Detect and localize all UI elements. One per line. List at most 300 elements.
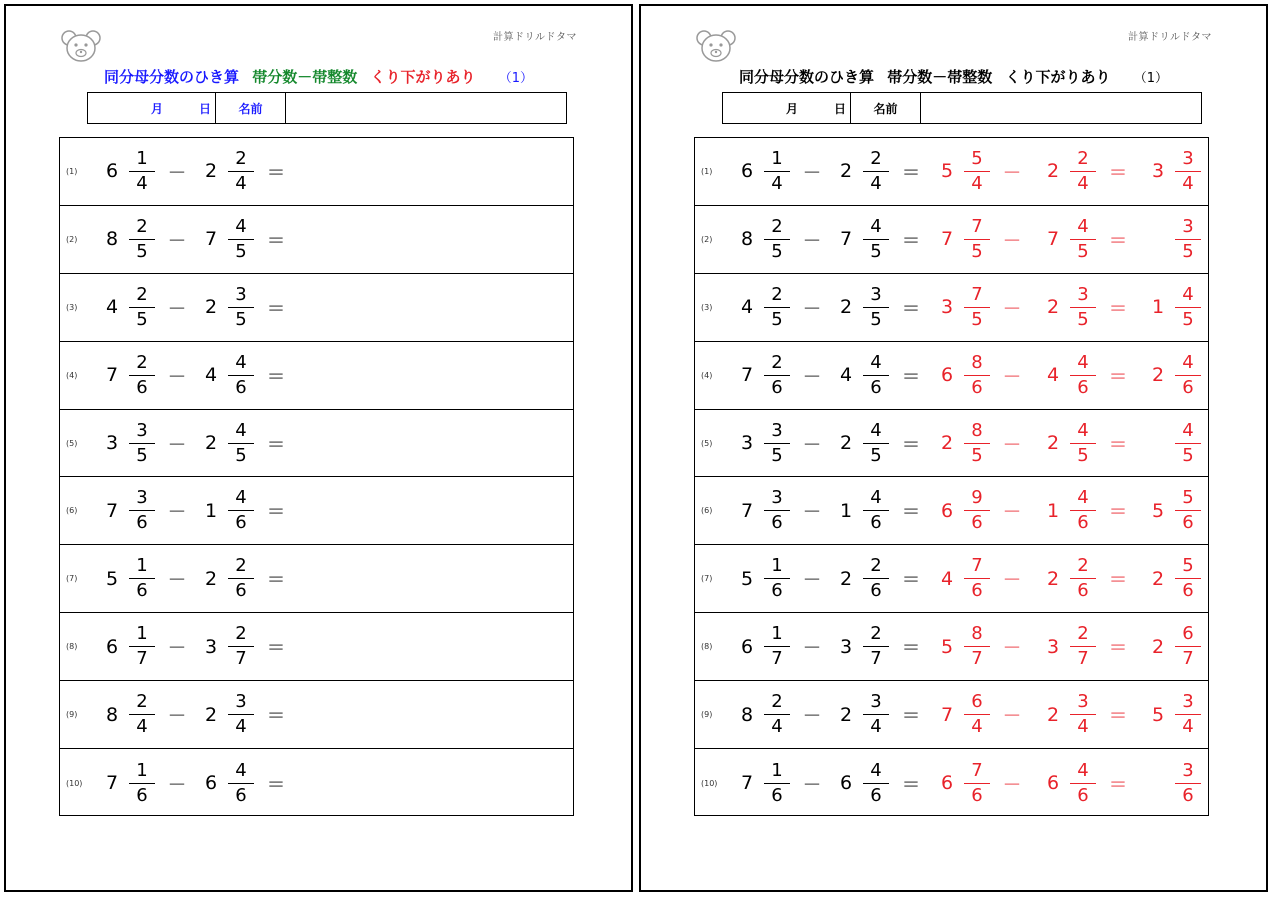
answer-whole: 2 bbox=[1151, 635, 1165, 658]
borrowed-fraction-denominator: 6 bbox=[971, 784, 983, 806]
subtrahend-whole: 3 bbox=[839, 635, 853, 658]
subtrahend-fraction-numerator: 3 bbox=[870, 283, 882, 305]
problem-number: (3) bbox=[66, 302, 78, 312]
problem-number: (5) bbox=[66, 438, 78, 448]
minuend-fraction-numerator: 1 bbox=[771, 759, 783, 781]
borrowed-fraction-denominator: 6 bbox=[971, 580, 983, 602]
minuend-fraction-denominator: 5 bbox=[136, 308, 148, 330]
minuend-fraction-bar bbox=[129, 171, 155, 172]
answer-subtrahend-fraction-denominator: 4 bbox=[1077, 716, 1089, 738]
subtrahend-fraction-bar bbox=[863, 443, 889, 444]
subtrahend-whole: 6 bbox=[204, 772, 218, 795]
minus-sign: － bbox=[802, 161, 822, 184]
answer-fraction-denominator: 6 bbox=[1182, 580, 1194, 602]
subtrahend-whole: 3 bbox=[204, 635, 218, 658]
answer-subtrahend-fraction-numerator: 3 bbox=[1077, 283, 1089, 305]
minus-sign: － bbox=[802, 297, 822, 320]
subtrahend-fraction bbox=[226, 274, 256, 341]
minuend-fraction-numerator: 2 bbox=[771, 283, 783, 305]
answer-subtrahend-whole: 2 bbox=[1046, 296, 1060, 319]
subtrahend-whole: 2 bbox=[839, 703, 853, 726]
equals-sign: ＝ bbox=[901, 297, 921, 320]
answer-fraction-denominator: 5 bbox=[1182, 240, 1194, 262]
answer-subtrahend-fraction-numerator: 2 bbox=[1077, 623, 1089, 645]
borrowed-fraction bbox=[962, 545, 992, 612]
answer-row bbox=[695, 342, 1208, 410]
subtrahend-fraction-denominator: 6 bbox=[870, 580, 882, 602]
answer-subtrahend-fraction-bar bbox=[1070, 443, 1096, 444]
minus-sign: － bbox=[167, 365, 187, 388]
answer-equals-sign: ＝ bbox=[1108, 297, 1128, 320]
minuend-fraction-numerator: 2 bbox=[136, 691, 148, 713]
answer-minus-sign: － bbox=[1002, 773, 1022, 796]
answer-subtrahend-whole: 2 bbox=[1046, 567, 1060, 590]
minuend-fraction-denominator: 6 bbox=[136, 580, 148, 602]
subtrahend-fraction-numerator: 3 bbox=[235, 691, 247, 713]
minuend-whole: 8 bbox=[740, 228, 754, 251]
subtrahend-fraction-numerator: 4 bbox=[235, 215, 247, 237]
answer-row bbox=[695, 749, 1208, 817]
subtrahend-fraction-numerator: 4 bbox=[870, 419, 882, 441]
subtrahend-whole: 4 bbox=[839, 364, 853, 387]
subtrahend-whole: 7 bbox=[839, 228, 853, 251]
borrowed-fraction bbox=[962, 478, 992, 545]
name-field[interactable] bbox=[286, 93, 566, 123]
answer-fraction bbox=[1173, 410, 1203, 477]
subtrahend-fraction-numerator: 4 bbox=[870, 215, 882, 237]
answer-fraction-bar bbox=[1175, 714, 1201, 715]
subtrahend-fraction bbox=[226, 681, 256, 748]
minuend-whole: 6 bbox=[105, 635, 119, 658]
answer-fraction-bar bbox=[1175, 375, 1201, 376]
minus-sign: － bbox=[802, 501, 822, 524]
answer-minus-sign: － bbox=[1002, 229, 1022, 252]
answer-fraction bbox=[1173, 545, 1203, 612]
answer-fraction-bar bbox=[1175, 171, 1201, 172]
subtrahend-fraction-bar bbox=[863, 307, 889, 308]
subtrahend-fraction bbox=[861, 274, 891, 341]
minus-sign: － bbox=[802, 433, 822, 456]
minuend-fraction-numerator: 1 bbox=[771, 555, 783, 577]
borrowed-fraction bbox=[962, 206, 992, 273]
answer-fraction-denominator: 5 bbox=[1182, 308, 1194, 330]
problem-row bbox=[60, 613, 573, 681]
borrowed-fraction-denominator: 6 bbox=[971, 512, 983, 534]
bear-logo-icon bbox=[695, 28, 737, 64]
answer-fraction-bar bbox=[1175, 307, 1201, 308]
borrowed-fraction-numerator: 8 bbox=[971, 419, 983, 441]
borrowed-fraction-numerator: 8 bbox=[971, 351, 983, 373]
name-field[interactable] bbox=[921, 93, 1201, 123]
minuend-whole: 3 bbox=[105, 432, 119, 455]
borrowed-fraction-bar bbox=[964, 714, 990, 715]
problem-number: (3) bbox=[701, 302, 713, 312]
subtrahend-fraction-denominator: 6 bbox=[235, 784, 247, 806]
subtrahend-fraction-bar bbox=[228, 171, 254, 172]
minuend-whole: 6 bbox=[740, 635, 754, 658]
answer-subtrahend-fraction-denominator: 6 bbox=[1077, 784, 1089, 806]
equals-sign: ＝ bbox=[266, 229, 286, 252]
answer-subtrahend-fraction-bar bbox=[1070, 783, 1096, 784]
subtrahend-whole: 2 bbox=[204, 703, 218, 726]
answer-subtrahend-whole: 2 bbox=[1046, 703, 1060, 726]
minuend-fraction bbox=[762, 749, 792, 817]
minuend-fraction-numerator: 2 bbox=[771, 691, 783, 713]
subtrahend-fraction-numerator: 4 bbox=[235, 419, 247, 441]
subtrahend-whole: 4 bbox=[204, 364, 218, 387]
subtrahend-fraction-bar bbox=[228, 714, 254, 715]
subtrahend-fraction-bar bbox=[228, 510, 254, 511]
problem-number: (2) bbox=[701, 234, 713, 244]
answer-subtrahend-fraction-bar bbox=[1070, 307, 1096, 308]
minuend-fraction bbox=[127, 681, 157, 748]
problem-row bbox=[60, 410, 573, 478]
minuend-fraction-denominator: 5 bbox=[136, 240, 148, 262]
minuend-fraction-bar bbox=[129, 239, 155, 240]
subtrahend-whole: 2 bbox=[204, 567, 218, 590]
answer-fraction-bar bbox=[1175, 783, 1201, 784]
minuend-fraction-bar bbox=[129, 578, 155, 579]
answer-subtrahend-fraction-bar bbox=[1070, 171, 1096, 172]
subtrahend-fraction-numerator: 4 bbox=[235, 759, 247, 781]
answer-subtrahend-fraction-numerator: 4 bbox=[1077, 351, 1089, 373]
problem-number: (4) bbox=[701, 370, 713, 380]
subtrahend-fraction-numerator: 4 bbox=[870, 487, 882, 509]
equals-sign: ＝ bbox=[901, 773, 921, 796]
subtrahend-fraction-bar bbox=[863, 239, 889, 240]
minuend-fraction bbox=[762, 613, 792, 680]
subtrahend-fraction bbox=[226, 613, 256, 680]
borrowed-fraction-numerator: 7 bbox=[971, 283, 983, 305]
answer-fraction-bar bbox=[1175, 578, 1201, 579]
answer-subtrahend-fraction-bar bbox=[1070, 578, 1096, 579]
subtrahend-fraction bbox=[226, 545, 256, 612]
borrowed-fraction-denominator: 7 bbox=[971, 648, 983, 670]
minuend-fraction-denominator: 7 bbox=[136, 648, 148, 670]
answer-subtrahend-fraction-numerator: 3 bbox=[1077, 691, 1089, 713]
answer-fraction-numerator: 4 bbox=[1182, 283, 1194, 305]
answer-fraction-numerator: 5 bbox=[1182, 555, 1194, 577]
minus-sign: － bbox=[167, 433, 187, 456]
problem-number: (1) bbox=[701, 166, 713, 176]
equals-sign: ＝ bbox=[266, 773, 286, 796]
problem-number: (6) bbox=[66, 506, 78, 516]
minus-sign: － bbox=[167, 501, 187, 524]
answer-equals-sign: ＝ bbox=[1108, 501, 1128, 524]
minuend-fraction-numerator: 3 bbox=[136, 419, 148, 441]
borrowed-fraction-numerator: 7 bbox=[971, 555, 983, 577]
answer-fraction-numerator: 3 bbox=[1182, 215, 1194, 237]
problem-row bbox=[60, 206, 573, 274]
answer-fraction bbox=[1173, 749, 1203, 817]
subtrahend-fraction-numerator: 2 bbox=[870, 623, 882, 645]
problem-number: (9) bbox=[701, 710, 713, 720]
minuend-fraction-numerator: 2 bbox=[771, 351, 783, 373]
answer-subtrahend-fraction-denominator: 6 bbox=[1077, 580, 1089, 602]
subtrahend-fraction-numerator: 3 bbox=[235, 283, 247, 305]
minuend-fraction-numerator: 1 bbox=[771, 623, 783, 645]
borrowed-fraction-bar bbox=[964, 307, 990, 308]
problem-number: (7) bbox=[701, 574, 713, 584]
minuend-fraction-bar bbox=[129, 646, 155, 647]
problem-row bbox=[60, 274, 573, 342]
answer-subtrahend-fraction-numerator: 2 bbox=[1077, 555, 1089, 577]
minuend-whole: 6 bbox=[105, 160, 119, 183]
answer-subtrahend-fraction-numerator: 4 bbox=[1077, 487, 1089, 509]
subtrahend-fraction-bar bbox=[863, 646, 889, 647]
equals-sign: ＝ bbox=[901, 161, 921, 184]
answer-fraction-numerator: 3 bbox=[1182, 691, 1194, 713]
subtrahend-fraction bbox=[226, 410, 256, 477]
brand-label: 計算ドリルドタマ bbox=[493, 32, 577, 43]
answer-whole: 5 bbox=[1151, 703, 1165, 726]
borrowed-fraction-denominator: 4 bbox=[971, 716, 983, 738]
answer-sheet bbox=[639, 4, 1268, 892]
problem-number: (5) bbox=[701, 438, 713, 448]
minuend-whole: 7 bbox=[105, 772, 119, 795]
subtrahend-fraction-bar bbox=[863, 510, 889, 511]
equals-sign: ＝ bbox=[901, 637, 921, 660]
minuend-fraction bbox=[127, 478, 157, 545]
borrowed-whole: 6 bbox=[940, 499, 954, 522]
minuend-fraction-numerator: 1 bbox=[136, 623, 148, 645]
minus-sign: － bbox=[802, 229, 822, 252]
borrowed-fraction-bar bbox=[964, 443, 990, 444]
minuend-fraction-bar bbox=[764, 510, 790, 511]
problem-number: (4) bbox=[66, 370, 78, 380]
minuend-fraction-bar bbox=[129, 510, 155, 511]
borrowed-fraction-numerator: 9 bbox=[971, 487, 983, 509]
problem-number: (7) bbox=[66, 574, 78, 584]
answer-equals-sign: ＝ bbox=[1108, 433, 1128, 456]
minuend-fraction-denominator: 4 bbox=[771, 716, 783, 738]
minuend-fraction-bar bbox=[129, 714, 155, 715]
title-part-2: 帯分数－帯整数 bbox=[252, 68, 358, 86]
answer-fraction-bar bbox=[1175, 239, 1201, 240]
answer-whole: 2 bbox=[1151, 364, 1165, 387]
minuend-fraction-denominator: 4 bbox=[136, 716, 148, 738]
borrowed-fraction-bar bbox=[964, 783, 990, 784]
minus-sign: － bbox=[802, 705, 822, 728]
minuend-fraction-denominator: 6 bbox=[136, 376, 148, 398]
answer-fraction-bar bbox=[1175, 646, 1201, 647]
subtrahend-fraction bbox=[226, 749, 256, 817]
problem-row bbox=[60, 749, 573, 817]
answer-subtrahend-whole: 3 bbox=[1046, 635, 1060, 658]
minuend-fraction-bar bbox=[129, 443, 155, 444]
problem-row bbox=[60, 138, 573, 206]
borrowed-fraction-numerator: 8 bbox=[971, 623, 983, 645]
name-date-box bbox=[87, 92, 567, 124]
subtrahend-fraction bbox=[861, 545, 891, 612]
subtrahend-fraction-numerator: 2 bbox=[235, 555, 247, 577]
answer-subtrahend-fraction-denominator: 5 bbox=[1077, 240, 1089, 262]
minuend-fraction-numerator: 1 bbox=[136, 759, 148, 781]
subtrahend-fraction-bar bbox=[228, 578, 254, 579]
borrowed-fraction-bar bbox=[964, 646, 990, 647]
answer-whole: 2 bbox=[1151, 567, 1165, 590]
subtrahend-fraction bbox=[861, 749, 891, 817]
minuend-fraction-denominator: 6 bbox=[771, 376, 783, 398]
subtrahend-whole: 2 bbox=[839, 296, 853, 319]
minuend-whole: 7 bbox=[105, 364, 119, 387]
borrowed-fraction bbox=[962, 681, 992, 748]
minuend-whole: 8 bbox=[105, 703, 119, 726]
equals-sign: ＝ bbox=[901, 229, 921, 252]
answer-subtrahend-whole: 6 bbox=[1046, 772, 1060, 795]
equals-sign: ＝ bbox=[266, 569, 286, 592]
subtrahend-fraction-bar bbox=[228, 375, 254, 376]
date-cell[interactable] bbox=[88, 93, 216, 123]
problem-number: (2) bbox=[66, 234, 78, 244]
answer-equals-sign: ＝ bbox=[1108, 229, 1128, 252]
minuend-fraction-numerator: 1 bbox=[136, 147, 148, 169]
equals-sign: ＝ bbox=[901, 433, 921, 456]
answer-row bbox=[695, 613, 1208, 681]
problem-row bbox=[60, 478, 573, 546]
problem-number: (8) bbox=[66, 642, 78, 652]
answer-equals-sign: ＝ bbox=[1108, 569, 1128, 592]
minus-sign: － bbox=[167, 161, 187, 184]
subtrahend-fraction-numerator: 2 bbox=[870, 555, 882, 577]
subtrahend-fraction bbox=[861, 138, 891, 205]
minuend-fraction-bar bbox=[764, 646, 790, 647]
equals-sign: ＝ bbox=[266, 501, 286, 524]
equals-sign: ＝ bbox=[901, 569, 921, 592]
borrowed-fraction bbox=[962, 613, 992, 680]
answer-minus-sign: － bbox=[1002, 501, 1022, 524]
subtrahend-whole: 6 bbox=[839, 772, 853, 795]
borrowed-fraction-denominator: 5 bbox=[971, 308, 983, 330]
subtrahend-fraction bbox=[226, 478, 256, 545]
answer-subtrahend-fraction-bar bbox=[1070, 239, 1096, 240]
answer-fraction-numerator: 5 bbox=[1182, 487, 1194, 509]
problem-number: (8) bbox=[701, 642, 713, 652]
answer-minus-sign: － bbox=[1002, 297, 1022, 320]
subtrahend-fraction-denominator: 6 bbox=[870, 376, 882, 398]
question-sheet bbox=[4, 4, 633, 892]
answer-equals-sign: ＝ bbox=[1108, 365, 1128, 388]
minuend-fraction-denominator: 6 bbox=[771, 784, 783, 806]
subtrahend-fraction-denominator: 4 bbox=[870, 172, 882, 194]
minuend-fraction-denominator: 4 bbox=[771, 172, 783, 194]
answer-fraction-numerator: 3 bbox=[1182, 759, 1194, 781]
subtrahend-fraction-denominator: 4 bbox=[235, 716, 247, 738]
answer-whole bbox=[1148, 749, 1168, 817]
subtrahend-fraction-denominator: 5 bbox=[870, 444, 882, 466]
subtrahend-fraction-bar bbox=[863, 714, 889, 715]
name-date-box bbox=[722, 92, 1202, 124]
minus-sign: － bbox=[802, 569, 822, 592]
answer-list bbox=[694, 137, 1209, 816]
bear-logo-icon bbox=[60, 28, 102, 64]
subtrahend-fraction-denominator: 4 bbox=[870, 716, 882, 738]
equals-sign: ＝ bbox=[901, 705, 921, 728]
answer-fraction-numerator: 4 bbox=[1182, 419, 1194, 441]
minuend-fraction-denominator: 6 bbox=[771, 580, 783, 602]
subtrahend-fraction-numerator: 2 bbox=[235, 147, 247, 169]
subtrahend-fraction-numerator: 4 bbox=[235, 487, 247, 509]
subtrahend-whole: 1 bbox=[839, 499, 853, 522]
subtrahend-fraction bbox=[861, 410, 891, 477]
minuend-fraction-denominator: 5 bbox=[771, 444, 783, 466]
borrowed-whole: 5 bbox=[940, 635, 954, 658]
minuend-fraction-bar bbox=[764, 443, 790, 444]
borrowed-fraction-denominator: 5 bbox=[971, 444, 983, 466]
answer-subtrahend-fraction-numerator: 4 bbox=[1077, 759, 1089, 781]
minuend-fraction bbox=[762, 478, 792, 545]
borrowed-fraction bbox=[962, 138, 992, 205]
problem-number: (6) bbox=[701, 506, 713, 516]
answer-minus-sign: － bbox=[1002, 637, 1022, 660]
answer-fraction bbox=[1173, 138, 1203, 205]
answer-subtrahend-fraction bbox=[1068, 545, 1098, 612]
problem-number: (9) bbox=[66, 710, 78, 720]
answer-subtrahend-fraction-numerator: 4 bbox=[1077, 419, 1089, 441]
borrowed-fraction bbox=[962, 274, 992, 341]
minuend-fraction-numerator: 3 bbox=[771, 487, 783, 509]
answer-minus-sign: － bbox=[1002, 569, 1022, 592]
answer-fraction bbox=[1173, 613, 1203, 680]
minuend-fraction-numerator: 3 bbox=[771, 419, 783, 441]
subtrahend-whole: 2 bbox=[839, 567, 853, 590]
minuend-fraction-numerator: 1 bbox=[136, 555, 148, 577]
subtrahend-fraction-bar bbox=[228, 646, 254, 647]
minuend-fraction-numerator: 2 bbox=[136, 283, 148, 305]
brand-label: 計算ドリルドタマ bbox=[1128, 32, 1212, 43]
answer-fraction-denominator: 4 bbox=[1182, 716, 1194, 738]
minuend-fraction bbox=[762, 206, 792, 273]
answer-subtrahend-fraction bbox=[1068, 681, 1098, 748]
minuend-whole: 5 bbox=[740, 567, 754, 590]
minuend-fraction-bar bbox=[764, 239, 790, 240]
minuend-whole: 4 bbox=[740, 296, 754, 319]
answer-subtrahend-fraction bbox=[1068, 749, 1098, 817]
date-cell[interactable] bbox=[723, 93, 851, 123]
answer-subtrahend-fraction-denominator: 6 bbox=[1077, 376, 1089, 398]
answer-subtrahend-whole: 2 bbox=[1046, 160, 1060, 183]
title-part-1: 同分母分数のひき算 bbox=[738, 68, 874, 86]
minuend-fraction bbox=[762, 342, 792, 409]
minuend-fraction bbox=[127, 138, 157, 205]
subtrahend-fraction-bar bbox=[863, 375, 889, 376]
borrowed-fraction-numerator: 5 bbox=[971, 147, 983, 169]
minuend-fraction-denominator: 4 bbox=[136, 172, 148, 194]
answer-fraction bbox=[1173, 342, 1203, 409]
answer-whole: 1 bbox=[1151, 296, 1165, 319]
answer-subtrahend-whole: 1 bbox=[1046, 499, 1060, 522]
minuend-whole: 5 bbox=[105, 567, 119, 590]
minus-sign: － bbox=[167, 297, 187, 320]
minuend-fraction bbox=[127, 274, 157, 341]
problem-list bbox=[59, 137, 574, 816]
borrowed-whole: 2 bbox=[940, 432, 954, 455]
minuend-fraction-numerator: 2 bbox=[136, 351, 148, 373]
minuend-fraction-denominator: 6 bbox=[136, 512, 148, 534]
minus-sign: － bbox=[802, 637, 822, 660]
answer-subtrahend-fraction-denominator: 6 bbox=[1077, 512, 1089, 534]
minuend-whole: 4 bbox=[105, 296, 119, 319]
answer-subtrahend-fraction bbox=[1068, 274, 1098, 341]
subtrahend-fraction bbox=[861, 681, 891, 748]
minuend-whole: 3 bbox=[740, 432, 754, 455]
answer-subtrahend-fraction-numerator: 4 bbox=[1077, 215, 1089, 237]
subtrahend-fraction bbox=[226, 206, 256, 273]
answer-subtrahend-fraction-denominator: 5 bbox=[1077, 308, 1089, 330]
subtrahend-whole: 2 bbox=[839, 432, 853, 455]
minuend-fraction bbox=[127, 613, 157, 680]
borrowed-fraction bbox=[962, 749, 992, 817]
